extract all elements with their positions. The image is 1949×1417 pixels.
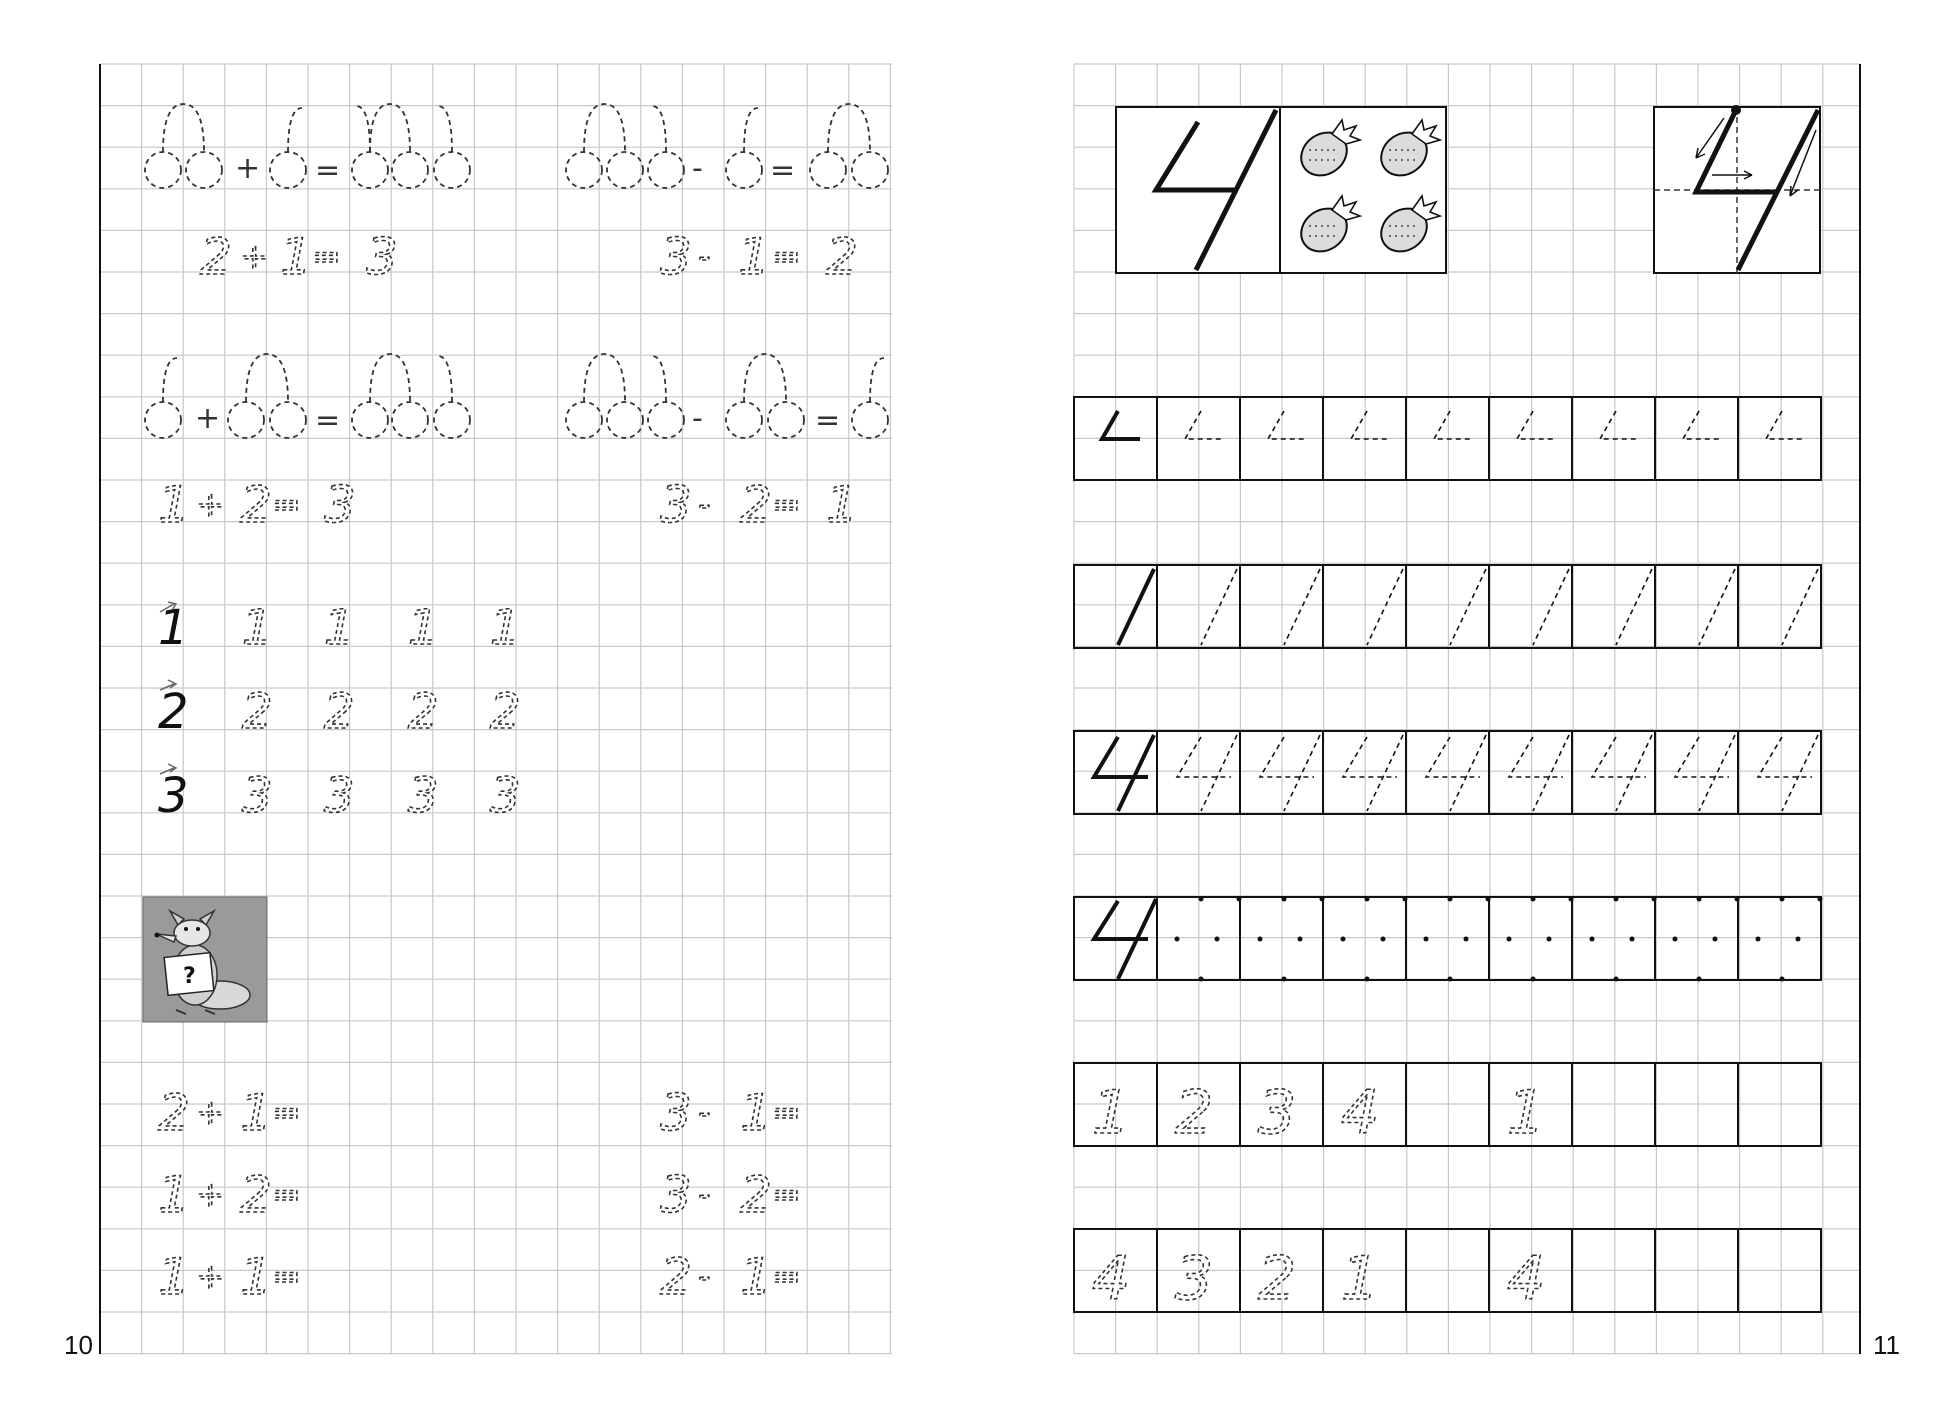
trace-stroke (1177, 735, 1237, 811)
equation-row-1 (200, 228, 858, 286)
equation-row-2 (158, 476, 858, 534)
bead-circle (648, 402, 684, 438)
bead-circle (186, 152, 222, 188)
bead-circle (352, 152, 388, 188)
ex-r1-a: 3 (660, 1084, 692, 1142)
ex-l3-eq: = (272, 1257, 301, 1297)
guide-dot (1652, 897, 1657, 902)
ex-r2-b: 2 (740, 1166, 772, 1224)
eq1-left-r: 3 (366, 228, 398, 286)
stroke-order-model (1654, 105, 1820, 273)
trace-stroke (1600, 411, 1638, 439)
exercise-right-3 (660, 1248, 801, 1306)
trace-stroke (1284, 569, 1320, 645)
eq2-left-r: 3 (324, 476, 356, 534)
trace-stroke (1533, 569, 1569, 645)
bead-operator: = (315, 153, 341, 188)
guide-dot (1630, 937, 1635, 942)
guide-dot (1381, 937, 1386, 942)
ex-r1-op: - (698, 1093, 711, 1133)
bead-arch (584, 354, 625, 402)
eq1-right-op: - (698, 237, 711, 277)
trace-stroke (1616, 569, 1652, 645)
ex-l3-op: + (196, 1257, 225, 1297)
ex-l1-b: 1 (240, 1084, 272, 1142)
trace-stroke (1517, 411, 1555, 439)
sequence-1-digit-6: 1 (1507, 1078, 1546, 1148)
ex-r2-eq: = (772, 1175, 801, 1215)
ex-l3-a: 1 (158, 1248, 190, 1306)
bead-operator: + (235, 151, 261, 186)
guide-dot (1175, 937, 1180, 942)
guide-dot (1735, 897, 1740, 902)
eq2-right-a: 3 (660, 476, 692, 534)
exercise-left-3 (158, 1248, 301, 1306)
bead-arch-half (438, 106, 452, 152)
exercise-block (158, 1084, 801, 1306)
trace-stroke (1683, 411, 1721, 439)
sequence-1-digit-2: 2 (1175, 1078, 1214, 1148)
guide-dot (1403, 897, 1408, 902)
sequence-1-digit-4: 4 (1341, 1078, 1380, 1148)
digit-model-1: 1 (158, 600, 189, 656)
eq1-left-b: 1 (280, 228, 312, 286)
trace-stroke (1351, 411, 1389, 439)
guide-dot (1448, 897, 1453, 902)
bead-circle (145, 402, 181, 438)
digit-practice-rows (158, 600, 521, 824)
digit-trace-1a: 1 (242, 600, 273, 656)
model-stroke (1094, 899, 1156, 979)
ex-r2-a: 3 (660, 1166, 692, 1224)
bead-circle (352, 402, 388, 438)
digit-trace-1b: 1 (324, 600, 355, 656)
guide-dot (1320, 897, 1325, 902)
guide-dot (1818, 897, 1823, 902)
sequence-2-digit-1: 4 (1092, 1244, 1131, 1314)
eq1-right-r: 2 (826, 228, 858, 286)
guide-dot (1341, 937, 1346, 942)
bead-operator: = (815, 403, 841, 438)
trace-stroke (1367, 569, 1403, 645)
trace-stroke (1509, 735, 1569, 811)
guide-dot (1507, 937, 1512, 942)
eq2-right-r: 1 (826, 476, 858, 534)
guide-dot (1237, 897, 1242, 902)
guide-dot (1547, 937, 1552, 942)
eq2-left-op: + (196, 485, 225, 525)
bead-operator: - (692, 151, 703, 186)
trace-stroke (1782, 569, 1818, 645)
bead-circle (145, 152, 181, 188)
bead-circle (648, 152, 684, 188)
trace-stroke (1185, 411, 1223, 439)
bead-arch-half (163, 358, 177, 402)
fox-mascot-illustration (143, 897, 267, 1022)
guide-dot (1697, 977, 1702, 982)
ex-r3-b: 1 (740, 1248, 772, 1306)
eq2-right-op: - (698, 485, 711, 525)
bead-circle (566, 402, 602, 438)
guide-dot (1531, 977, 1536, 982)
exercise-left-1 (158, 1084, 301, 1142)
guide-dot (1796, 937, 1801, 942)
guide-dot (1258, 937, 1263, 942)
digit-trace-2b: 2 (324, 684, 355, 740)
bead-circle (768, 402, 804, 438)
eq2-right-b: 2 (740, 476, 772, 534)
bead-circle (852, 152, 888, 188)
guide-dot (1569, 897, 1574, 902)
ex-r3-eq: = (772, 1257, 801, 1297)
guide-dot (1673, 937, 1678, 942)
bead-circle (228, 402, 264, 438)
guide-dot (1199, 977, 1204, 982)
trace-stroke (1260, 735, 1320, 811)
bead-operator: - (692, 401, 703, 436)
trace-stroke (1434, 411, 1472, 439)
ex-l2-b: 2 (240, 1166, 272, 1224)
page-number-left: 10 (64, 1330, 93, 1360)
guide-dot (1298, 937, 1303, 942)
ex-l2-eq: = (272, 1175, 301, 1215)
digit-trace-3d: 3 (490, 768, 521, 824)
ex-r1-eq: = (772, 1093, 801, 1133)
guide-dot (1697, 897, 1702, 902)
digit-trace-3a: 3 (242, 768, 273, 824)
sequence-2-digit-2: 3 (1175, 1244, 1214, 1314)
bead-circle (434, 402, 470, 438)
bead-arch-half (356, 106, 370, 152)
page-number-right: 11 (1873, 1330, 1900, 1360)
guide-dot (1713, 937, 1718, 942)
bead-circle (434, 152, 470, 188)
ex-l1-op: + (196, 1093, 225, 1133)
question-mark-text: ? (183, 964, 196, 989)
digit-row-1 (158, 600, 521, 656)
guide-dot (1614, 897, 1619, 902)
guide-dot (1365, 897, 1370, 902)
guide-dot (1365, 977, 1370, 982)
sequence-rows (1092, 1078, 1545, 1314)
guide-dot (1199, 897, 1204, 902)
model-stroke (1094, 735, 1154, 811)
model-stroke (1118, 569, 1154, 645)
bead-operator: + (195, 401, 221, 436)
practice-strip-2 (1074, 565, 1821, 648)
ex-l2-op: + (196, 1175, 225, 1215)
sequence-2-digit-4: 1 (1341, 1244, 1380, 1314)
exercise-left-2 (158, 1166, 301, 1224)
bead-circle (726, 402, 762, 438)
practice-strip-3 (1074, 731, 1821, 814)
trace-stroke (1426, 735, 1486, 811)
eq1-right-b: 1 (738, 228, 770, 286)
digit-trace-3c: 3 (408, 768, 439, 824)
bead-circle (270, 152, 306, 188)
trace-stroke (1758, 735, 1818, 811)
bead-circle (726, 152, 762, 188)
guide-dot (1282, 897, 1287, 902)
trace-stroke (1201, 569, 1237, 645)
model-stroke (1102, 411, 1140, 439)
digit-trace-2a: 2 (242, 684, 273, 740)
trace-stroke (1450, 569, 1486, 645)
bead-circle (392, 152, 428, 188)
bead-circle (852, 402, 888, 438)
guide-dot (1614, 977, 1619, 982)
eq1-right-eq: = (772, 237, 801, 277)
guide-dot (1486, 897, 1491, 902)
guide-dot (1531, 897, 1536, 902)
bead-circle (607, 152, 643, 188)
guide-dot (1464, 937, 1469, 942)
digit-row-2 (158, 684, 521, 740)
ex-l1-eq: = (272, 1093, 301, 1133)
eq1-left-eq: = (312, 237, 341, 277)
digit-trace-2c: 2 (408, 684, 439, 740)
trace-stroke (1675, 735, 1735, 811)
eq1-left-a: 2 (200, 228, 232, 286)
sequence-1-digit-3: 3 (1258, 1078, 1297, 1148)
bead-arch (370, 354, 410, 402)
exercise-right-2 (660, 1166, 801, 1224)
bead-arch (584, 104, 625, 152)
digit-trace-1c: 1 (408, 600, 439, 656)
eq2-left-eq: = (272, 485, 301, 525)
guide-dot (1780, 977, 1785, 982)
eq1-left-op: + (240, 237, 269, 277)
eq2-left-b: 2 (240, 476, 272, 534)
eq2-left-a: 1 (158, 476, 190, 534)
trace-stroke (1592, 735, 1652, 811)
ex-r2-op: - (698, 1175, 711, 1215)
bead-arch-half (288, 108, 302, 152)
sequence-2-digit-3: 2 (1258, 1244, 1297, 1314)
digit-trace-1d: 1 (490, 600, 521, 656)
trace-stroke (1343, 735, 1403, 811)
ex-r1-b: 1 (740, 1084, 772, 1142)
ex-l3-b: 1 (240, 1248, 272, 1306)
trace-stroke (1268, 411, 1306, 439)
bead-circle (607, 402, 643, 438)
guide-dot (1448, 977, 1453, 982)
bead-arch-half (870, 358, 884, 402)
trace-stroke (1699, 569, 1735, 645)
guide-dot (1215, 937, 1220, 942)
digit-trace-3b: 3 (324, 768, 355, 824)
guide-dot (1424, 937, 1429, 942)
ex-l2-a: 1 (158, 1166, 190, 1224)
trace-stroke (1766, 411, 1804, 439)
bead-operator: = (315, 403, 341, 438)
digit-model-2: 2 (158, 684, 189, 740)
sequence-2-digit-6: 4 (1507, 1244, 1546, 1314)
sequence-1-digit-1: 1 (1092, 1078, 1131, 1148)
eq1-right-a: 3 (660, 228, 692, 286)
bead-operator: = (770, 153, 796, 188)
bead-arch-half (652, 356, 666, 402)
bead-circle (392, 402, 428, 438)
digit-row-3 (158, 768, 521, 824)
hero-digit-card (1116, 107, 1446, 273)
bead-circle (810, 152, 846, 188)
digit-model-3: 3 (158, 768, 189, 824)
bead-arch-half (744, 108, 758, 152)
ex-r3-op: - (698, 1257, 711, 1297)
bead-circle (270, 402, 306, 438)
bead-arch (370, 104, 410, 152)
guide-dot (1282, 977, 1287, 982)
ex-r3-a: 2 (660, 1248, 692, 1306)
guide-dot (1756, 937, 1761, 942)
ex-l1-a: 2 (158, 1084, 190, 1142)
bead-circle (566, 152, 602, 188)
guide-dot (1590, 937, 1595, 942)
digit-trace-2d: 2 (490, 684, 521, 740)
bead-arch-half (438, 356, 452, 402)
guide-dot (1780, 897, 1785, 902)
bead-arch-half (652, 106, 666, 152)
exercise-right-1 (660, 1084, 801, 1142)
practice-strip-1 (1074, 397, 1821, 480)
eq2-right-eq: = (772, 485, 801, 525)
